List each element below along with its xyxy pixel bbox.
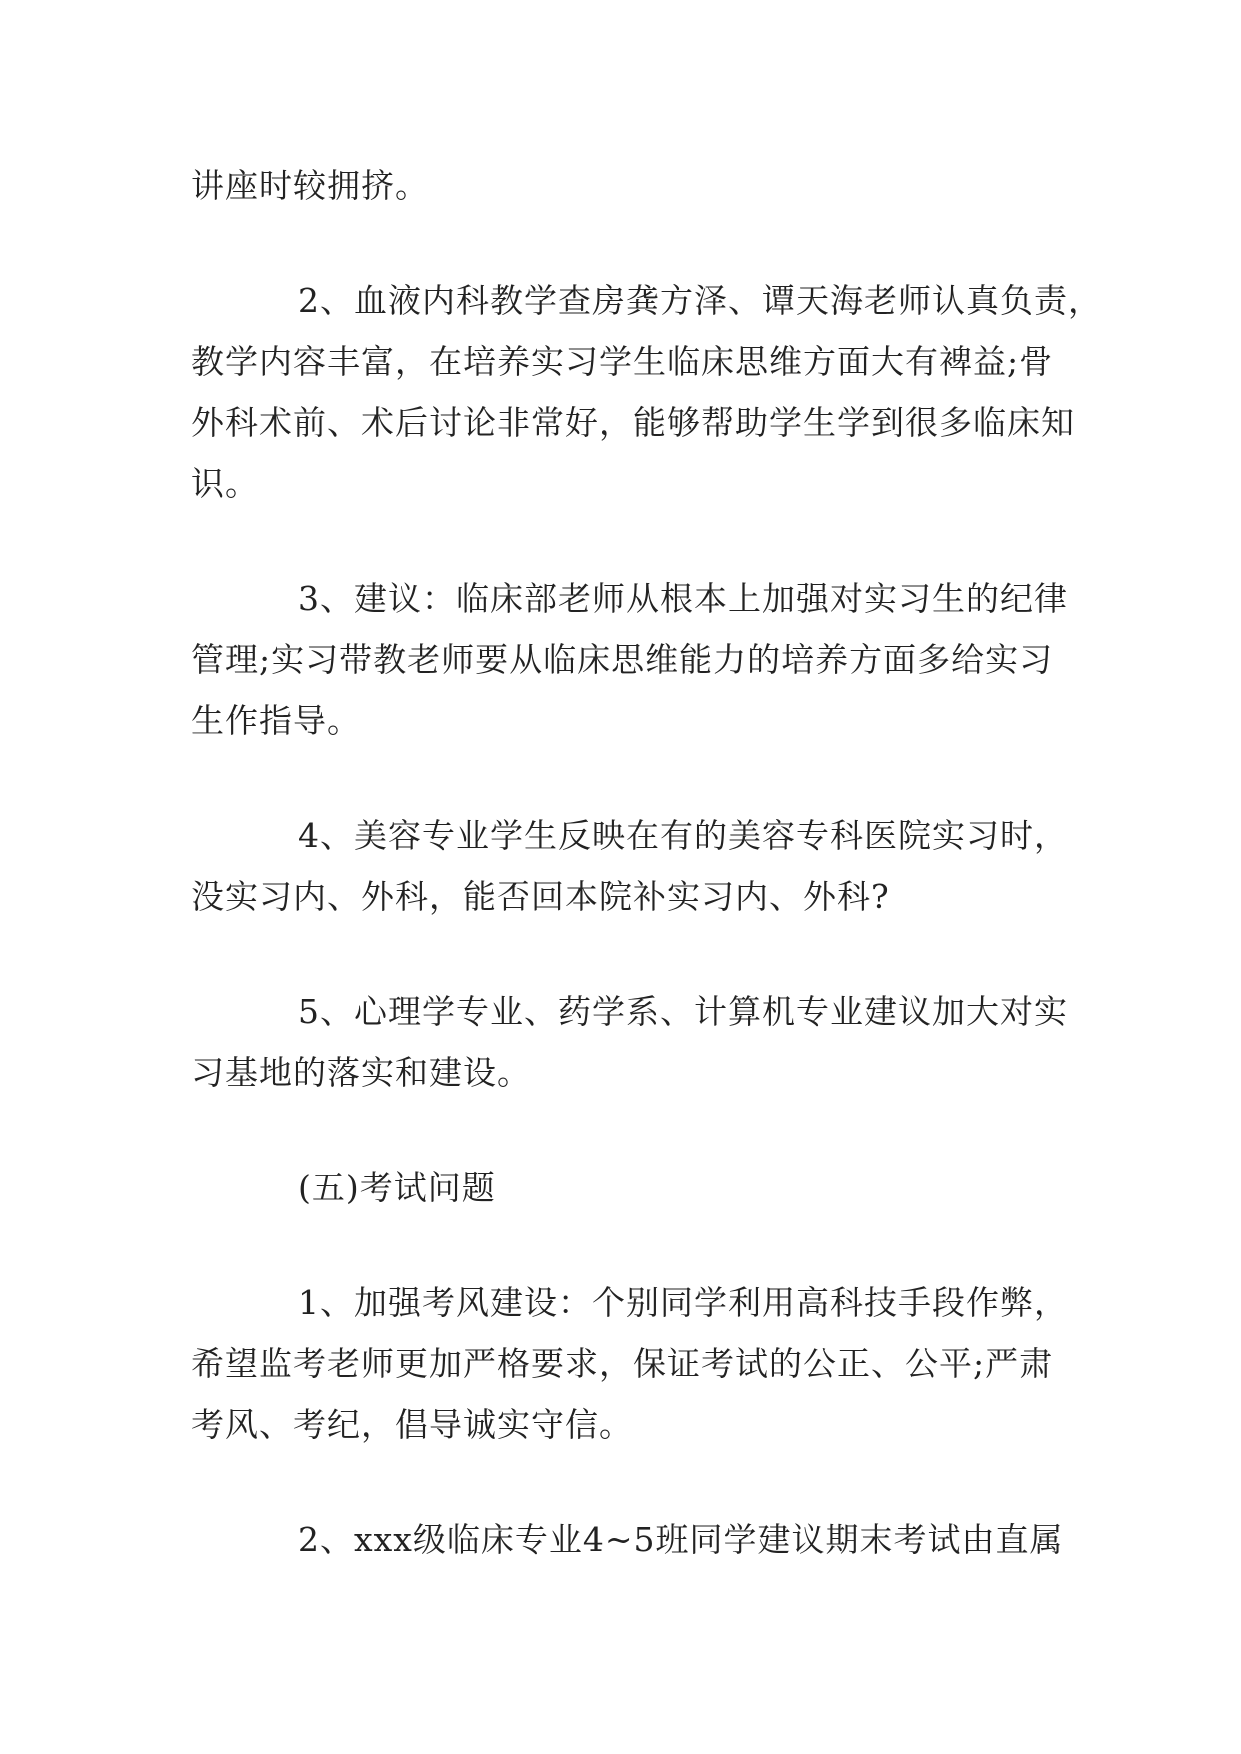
text-line: 1、加强考风建设：个别同学利用高科技手段作弊， (298, 1283, 1068, 1322)
text-line: 识。 (191, 464, 259, 503)
text-line: 外科术前、术后讨论非常好，能够帮助学生学到很多临床知 (191, 403, 1075, 442)
paragraph-item-5-internship-base (191, 981, 1181, 1103)
text-line: 3、建议：临床部老师从根本上加强对实习生的纪律 (298, 579, 1068, 618)
text-line: 2、血液内科教学查房龚方泽、谭天海老师认真负责， (298, 281, 1102, 320)
text-line: 教学内容丰富，在培养实习学生临床思维方面大有裨益;骨 (191, 342, 1054, 381)
text-line: 希望监考老师更加严格要求，保证考试的公正、公平;严肃 (191, 1344, 1054, 1383)
text-line: 习基地的落实和建设。 (191, 1053, 531, 1092)
text-line: 4、美容专业学生反映在有的美容专科医院实习时， (298, 816, 1068, 855)
paragraph-item-2-hematology (191, 270, 1181, 514)
text-line: 没实习内、外科，能否回本院补实习内、外科? (191, 877, 890, 916)
section-heading-text: (五)考试问题 (298, 1168, 496, 1207)
text-line: 管理;实习带教老师要从临床思维能力的培养方面多给实习 (191, 640, 1054, 679)
paragraph-exam-item-2 (191, 1509, 1181, 1570)
text-line: 2、xxx级临床专业4~5班同学建议期末考试由直属 (298, 1520, 1064, 1559)
section-heading-exam-issues (191, 1157, 1181, 1218)
paragraph-item-4-cosmetology (191, 805, 1181, 927)
text-line: 5、心理学专业、药学系、计算机专业建议加大对实 (298, 992, 1068, 1031)
paragraph-continuation (191, 155, 1181, 216)
paragraph-item-3-suggestion (191, 568, 1181, 751)
text-line: 生作指导。 (191, 701, 361, 740)
text-line: 考风、考纪，倡导诚实守信。 (191, 1405, 633, 1444)
paragraph-exam-item-1 (191, 1272, 1181, 1455)
text-line: 讲座时较拥挤。 (191, 166, 429, 205)
